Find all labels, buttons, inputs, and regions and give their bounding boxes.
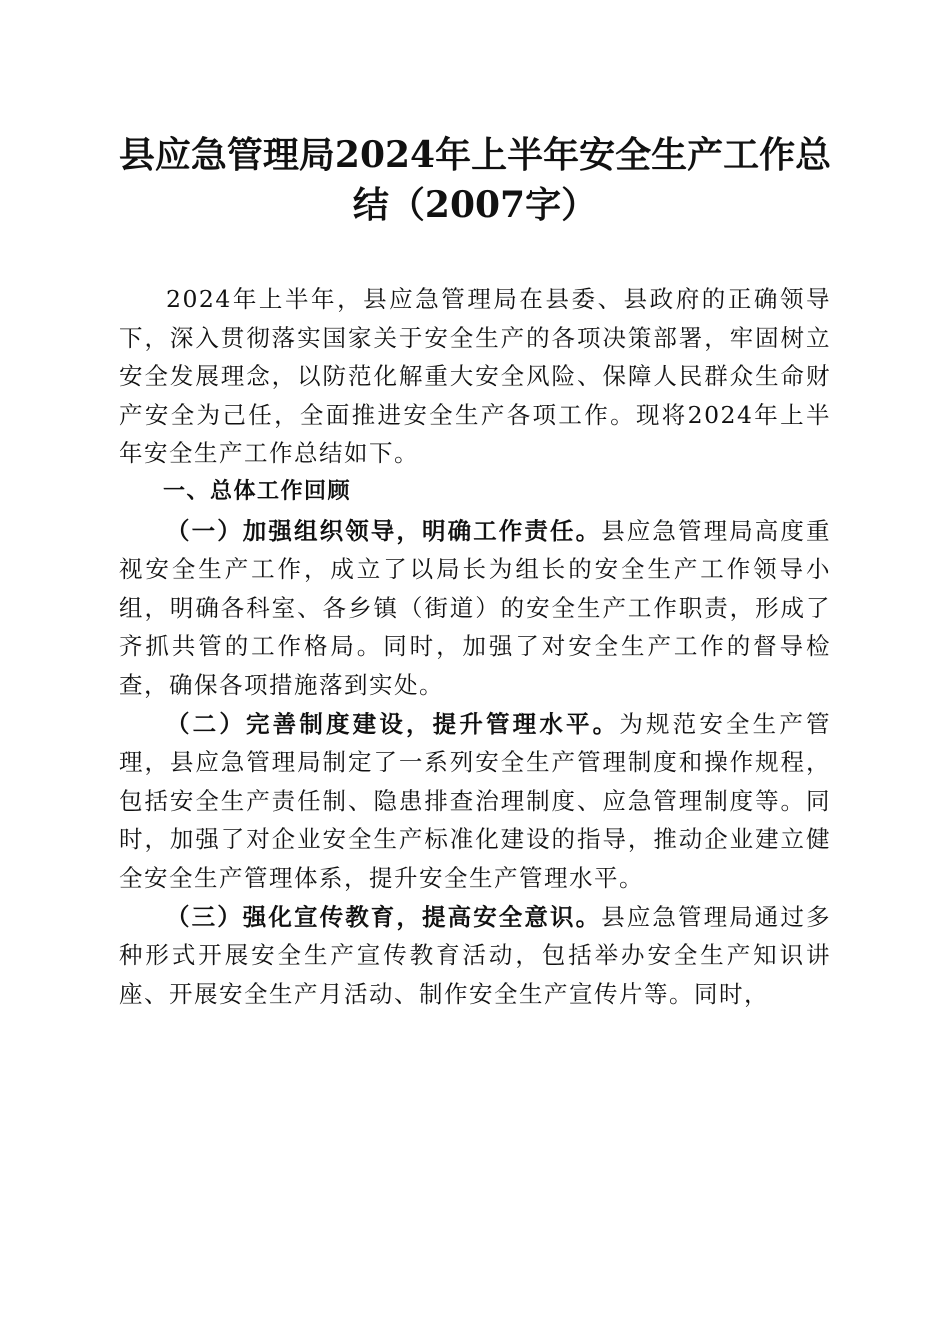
item-lead: （二）完善制度建设，提升管理水平。	[166, 709, 620, 738]
item-text: 县应急管理局高度重视安全生产工作，成立了以局长为组长的安全生产工作领导小组，明确各科室、各乡镇（街道）的安全生产工作职责，形成了齐抓共管的工作格局。同时，加强了对安全生产工作的督导检查，确保各项措施落到实处。	[119, 516, 832, 699]
section-item-3	[119, 898, 831, 1014]
section-item-2	[119, 705, 831, 898]
item-text: 县应急管理局通过多种形式开展安全生产宣传教育活动，包括举办安全生产知识讲座、开展安全生产月活动、制作安全生产宣传片等。同时，	[119, 902, 832, 1008]
item-lead: （三）强化宣传教育，提高安全意识。	[166, 902, 602, 931]
intro-paragraph: 2024年上半年，县应急管理局在县委、县政府的正确领导下，深入贯彻落实国家关于安全生产的各项决策部署，牢固树立安全发展理念，以防范化解重大安全风险、保障人民群众生命财产安全为己任，全面推进安全生产各项工作。现将2024年上半年安全生产工作总结如下。	[119, 285, 831, 468]
item-text: 为规范安全生产管理，县应急管理局制定了一系列安全生产管理制度和操作规程，包括安全生产责任制、隐患排查治理制度、应急管理制度等。同时，加强了对企业安全生产标准化建设的指导，推动企业建立健全安全生产管理体系，提升安全生产管理水平。	[119, 709, 832, 892]
item-lead: （一）加强组织领导，明确工作责任。	[166, 516, 602, 545]
document-title: 县应急管理局2024年上半年安全生产工作总结（2007字）	[118, 134, 832, 226]
document-body	[119, 280, 831, 1013]
section-heading: 一、总体工作回顾	[163, 478, 352, 504]
section-item-1	[119, 512, 831, 705]
